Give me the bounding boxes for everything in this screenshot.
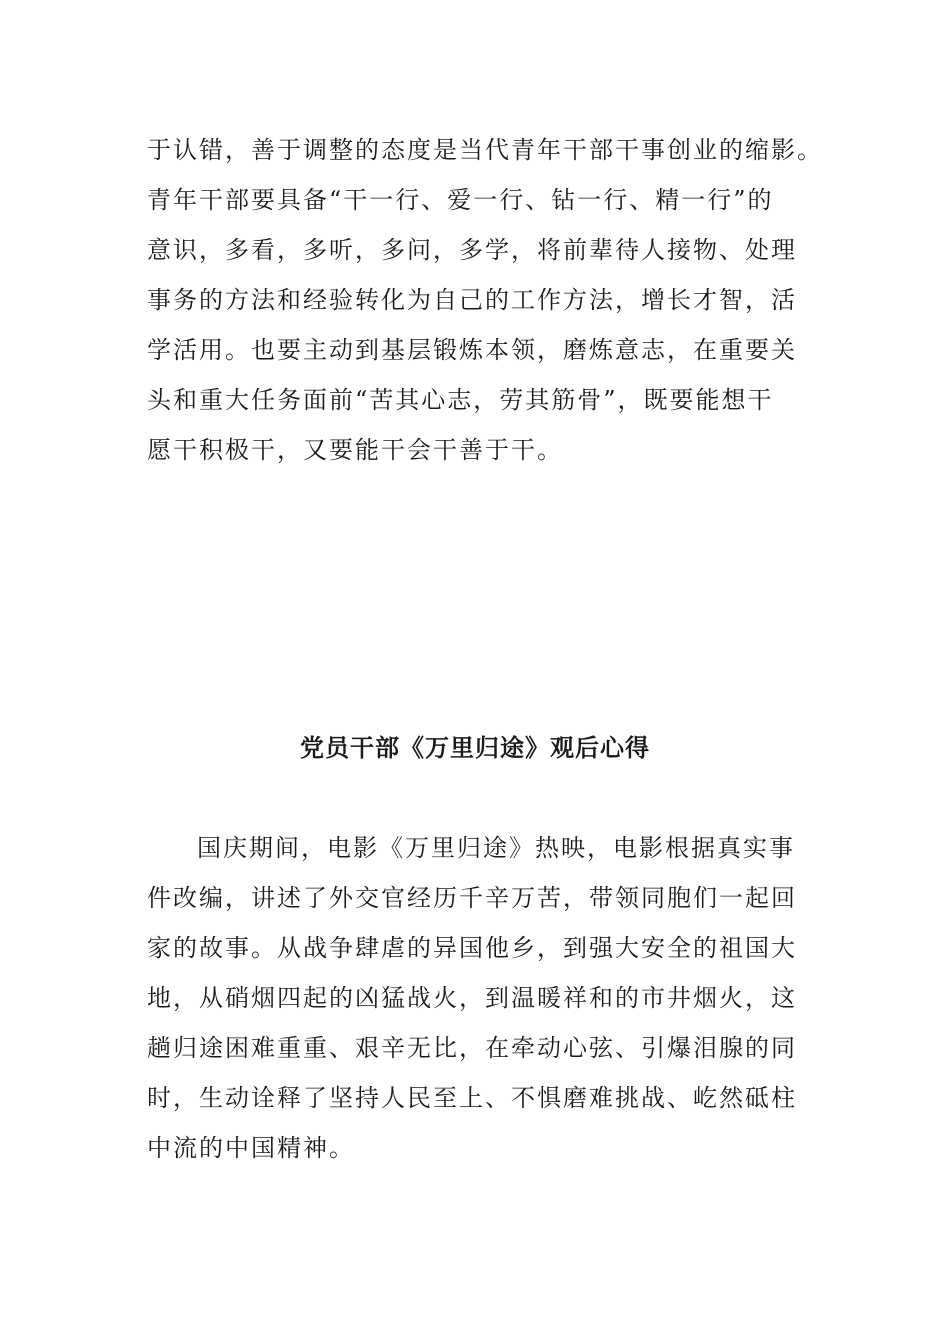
text-line: 学活用。也要主动到基层锻炼本领，磨炼意志，在重要关 [147,336,797,364]
text-line: 家的故事。从战争肆虐的异国他乡，到强大安全的祖国大 [147,934,797,962]
paragraph-intro [147,823,807,1173]
text-line: 中流的中国精神。 [147,1134,355,1162]
text-line: 时，生动诠释了坚持人民至上、不惧磨难挑战、屹然砥柱 [147,1084,797,1112]
text-line: 趟归途困难重重、艰辛无比，在牵动心弦、引爆泪腺的同 [147,1034,797,1062]
text-line: 意识，多看，多听，多问，多学，将前辈待人接物、处理 [147,236,797,264]
article-title: 党员干部《万里归途》观后心得 [300,733,650,762]
text-line: 件改编，讲述了外交官经历千辛万苦，带领同胞们一起回 [147,884,797,912]
text-line: 地，从硝烟四起的凶猛战火，到温暖祥和的市井烟火，这 [147,984,797,1012]
text-line: 事务的方法和经验转化为自己的工作方法，增长才智，活 [147,286,797,314]
paragraph-continuation [147,125,823,475]
text-line: 国庆期间，电影《万里归途》热映，电影根据真实事 [197,834,795,862]
text-line: 愿干积极干，又要能干会干善于干。 [147,436,563,464]
text-line: 于认错，善于调整的态度是当代青年干部干事创业的缩影。 [147,136,823,164]
text-line: 青年干部要具备“干一行、爱一行、钻一行、精一行”的 [147,186,774,214]
text-line: 头和重大任务面前“苦其心志，劳其筋骨”，既要能想干 [147,386,774,414]
